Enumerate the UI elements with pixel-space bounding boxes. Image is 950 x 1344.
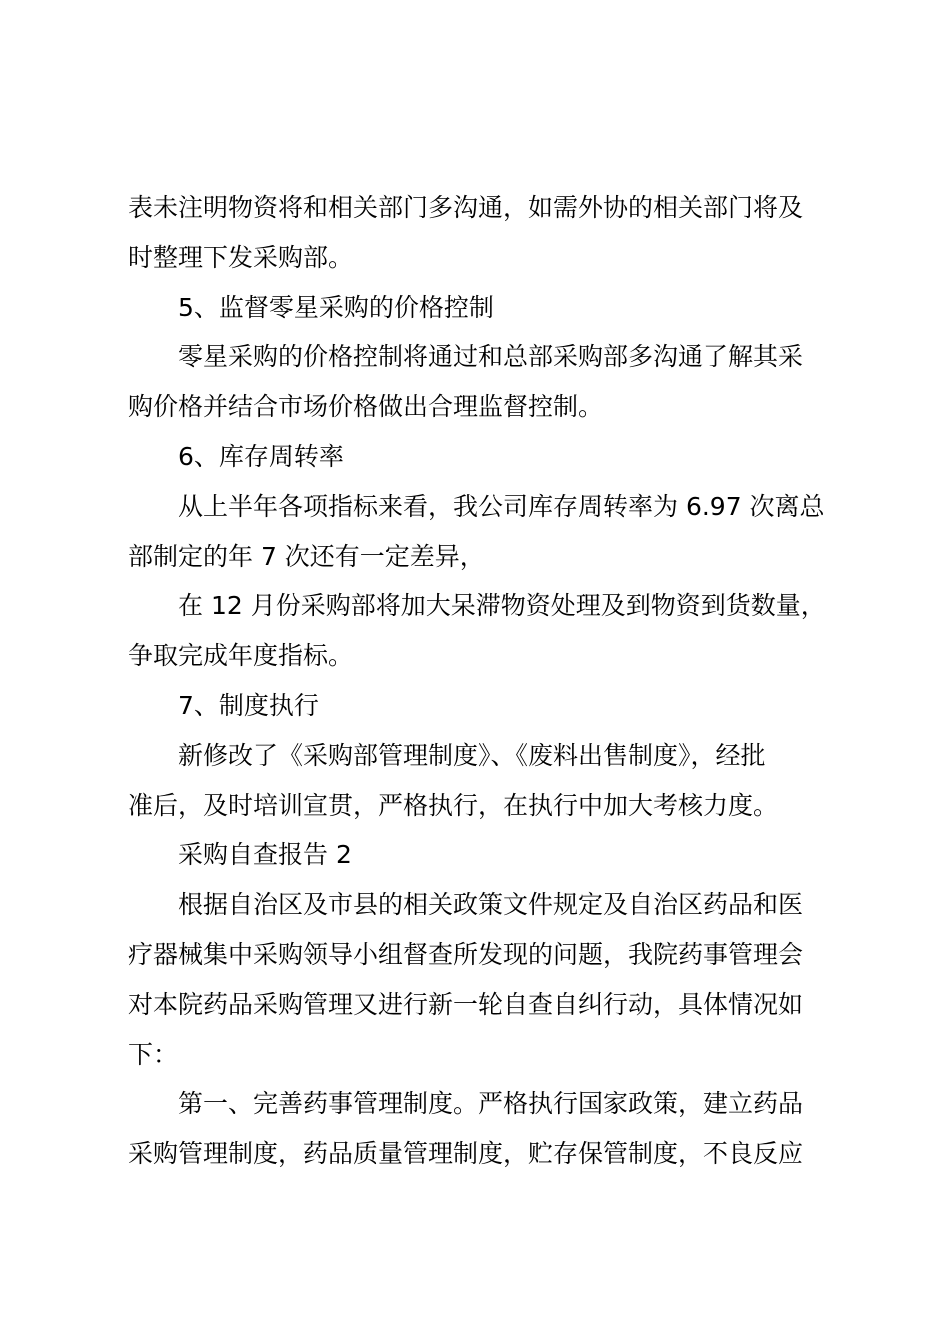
document-body [128,183,868,1179]
text-line: 准后，及时培训宣贯，严格执行，在执行中加大考核力度。 [128,790,779,820]
text-line: 争取完成年度指标。 [128,641,354,671]
text-line: 部制定的年 7 次还有一定差异， [128,541,485,571]
text-line: 对本院药品采购管理又进行新一轮自查自纠行动，具体情况如 [128,989,804,1019]
text-line: 6、库存周转率 [178,441,344,471]
text-line: 购价格并结合市场价格做出合理监督控制。 [128,392,604,422]
text-line: 从上半年各项指标来看，我公司库存周转率为 6.97 次离总 [178,491,825,521]
text-line: 采购自查报告 2 [178,840,352,870]
text-line: 根据自治区及市县的相关政策文件规定及自治区药品和医 [178,890,804,920]
text-line: 5、监督零星采购的价格控制 [178,292,494,322]
text-line: 下： [128,1039,179,1069]
text-line: 7、制度执行 [178,690,319,720]
text-line: 疗器械集中采购领导小组督查所发现的问题，我院药事管理会 [128,939,804,969]
text-line: 第一、完善药事管理制度。严格执行国家政策，建立药品 [178,1089,804,1119]
text-line: 在 12 月份采购部将加大呆滞物资处理及到物资到货数量， [178,591,826,621]
text-line: 采购管理制度，药品质量管理制度，贮存保管制度，不良反应 [128,1139,804,1169]
text-line: 零星采购的价格控制将通过和总部采购部多沟通了解其采 [178,342,804,372]
text-line: 新修改了《采购部管理制度》、《废料出售制度》，经批 [178,740,766,770]
text-line: 表未注明物资将和相关部门多沟通，如需外协的相关部门将及 [128,193,804,222]
text-line: 时整理下发采购部。 [128,242,354,272]
